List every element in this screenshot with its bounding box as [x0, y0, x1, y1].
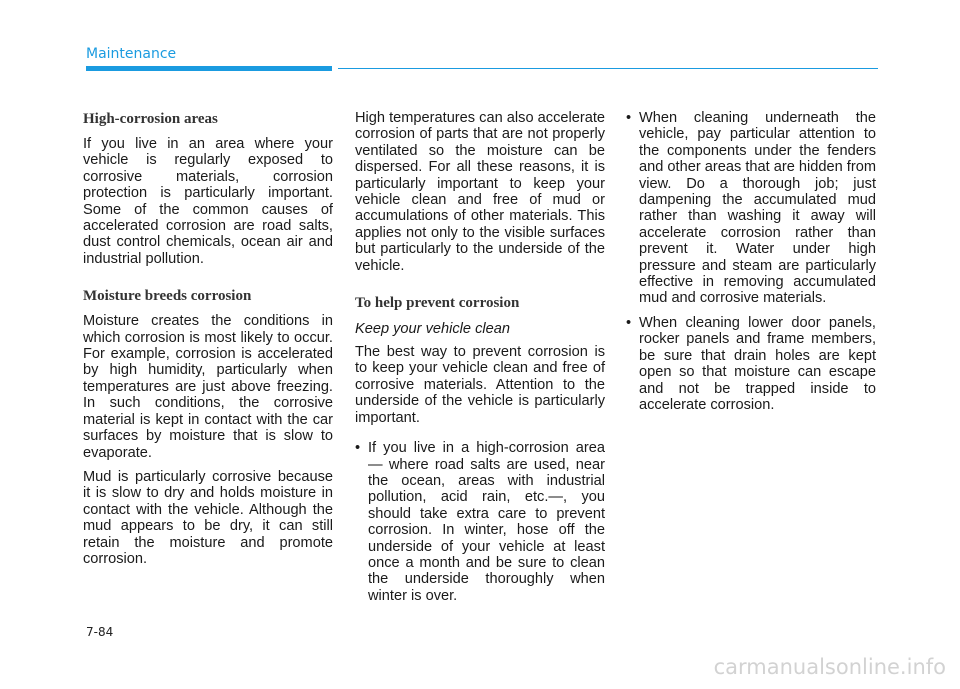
- column-right: [626, 110, 876, 421]
- section-title: Maintenance: [86, 46, 177, 62]
- column-left: [83, 110, 333, 575]
- list-item: [626, 110, 876, 307]
- list-item: [355, 440, 605, 604]
- heading-to-help-prevent-corrosion: To help prevent corrosion: [355, 295, 520, 312]
- list-item-text: If you live in a high-corrosion area — where road salts are used, near the ocean, areas with industrial pollution, acid rain, etc.—, you should take extra care to prevent corrosion. In winter, hose off the underside of your vehicle at least once a month and be sure to clean the underside thoroughly when winter is over.: [368, 440, 605, 604]
- header-rule-thin: [338, 68, 878, 69]
- paragraph: High temperatures can also accelerate corrosion of parts that are not properly ventilated so the moisture can be dispersed. For all these reasons, it is particularly important to keep your vehicle clean and free of mud or accumulations of other materials. This applies not only to the visible surfaces but particularly to the underside of the vehicle.: [355, 110, 605, 274]
- paragraph: Mud is particularly corrosive because it is slow to dry and holds moisture in contact with the vehicle. Although the mud appears to be dry, it can still retain the moisture and promote corrosion.: [83, 468, 333, 567]
- page-number: 7-84: [86, 625, 114, 639]
- paragraph: Moisture creates the conditions in which corrosion is most likely to occur. For example, corrosion is accelerated by high humidity, particularly when temperatures are just above freezing. In such conditions, the corrosive material is kept in contact with the car surfaces by moisture that is slow to evaporate.: [83, 313, 333, 461]
- subheading-keep-vehicle-clean: Keep your vehicle clean: [355, 321, 510, 338]
- list-item-text: When cleaning lower door panels, rocker panels and frame members, be sure that drain holes are kept open so that moisture can escape and not be trapped inside to accelerate corrosion.: [639, 314, 876, 413]
- bullet-list: [355, 440, 605, 604]
- watermark: carmanualsonline.info: [713, 655, 946, 679]
- heading-high-corrosion-areas: High-corrosion areas: [83, 111, 218, 127]
- list-item-text: When cleaning underneath the vehicle, pay particular attention to the components under the fenders and other areas that are hidden from view. Do a thorough job; just dampening the accumulated mud rather than washing it away will accelerate corrosion rather than prevent it. Water under high pressure and steam are particularly effective in removing accumulated mud and corrosive materials.: [639, 110, 876, 307]
- heading-moisture-breeds-corrosion: Moisture breeds corrosion: [83, 288, 252, 305]
- bullet-icon: •: [355, 440, 361, 457]
- column-middle: [355, 110, 605, 612]
- list-item: [626, 315, 876, 413]
- bullet-list: [626, 110, 876, 413]
- bullet-icon: •: [626, 314, 632, 331]
- paragraph: If you live in an area where your vehicle is regularly exposed to corrosive materials, corrosion protection is particularly important. Some of the common causes of accelerated corrosion are road salts, dust control chemicals, ocean air and industrial pollution.: [83, 136, 333, 267]
- paragraph: The best way to prevent corrosion is to keep your vehicle clean and free of corrosive materials. Attention to the underside of the vehicle is particularly important.: [355, 344, 605, 426]
- bullet-icon: •: [626, 110, 632, 126]
- header-rule-thick: [86, 66, 332, 71]
